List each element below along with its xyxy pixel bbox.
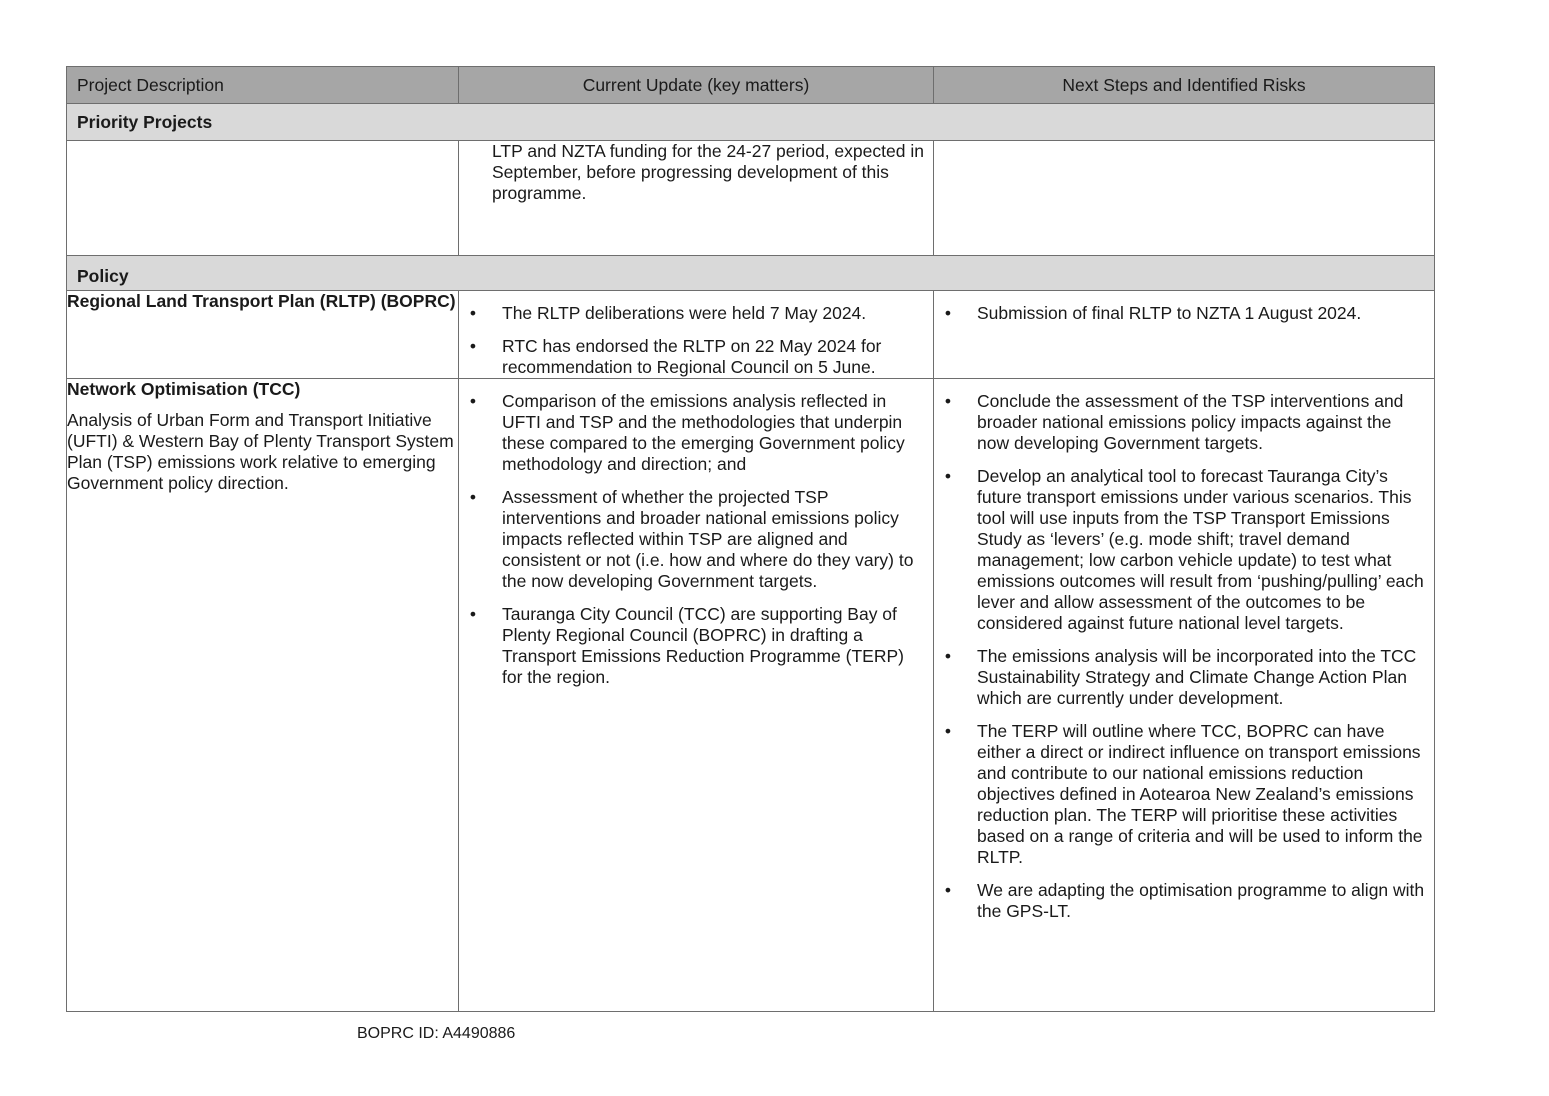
list-item: • The emissions analysis will be incorporated into the TCC Sustainability Strategy and Climate Change Action Plan which are currently under development.	[942, 646, 1426, 709]
header-current-update: Current Update (key matters)	[459, 67, 934, 104]
project-title: Regional Land Transport Plan (RLTP) (BOPRC)	[67, 291, 456, 311]
list-item: • Comparison of the emissions analysis reflected in UFTI and TSP and the methodologies that underpin these compared to the emerging Government policy methodology and direction; and	[467, 391, 925, 475]
bullet-icon: •	[469, 336, 477, 356]
list-item: • We are adapting the optimisation programme to align with the GPS-LT.	[942, 880, 1426, 922]
project-table	[66, 66, 1435, 1012]
list-item: • Assessment of whether the projected TSP interventions and broader national emissions policy impacts reflected within TSP are aligned and consistent or not (i.e. how and where do they vary) to the now developing Government targets.	[467, 487, 925, 592]
table-row-network	[67, 379, 1435, 1012]
bullet-icon: •	[944, 466, 952, 486]
bullet-icon: •	[944, 391, 952, 411]
bullet-icon: •	[469, 303, 477, 323]
next-steps-list	[934, 379, 1434, 922]
list-item: • RTC has endorsed the RLTP on 22 May 2024 for recommendation to Regional Council on 5 June.	[467, 336, 925, 378]
table-row	[67, 141, 1435, 256]
list-item: • Submission of final RLTP to NZTA 1 August 2024.	[942, 303, 1426, 324]
continuation-text: LTP and NZTA funding for the 24-27 period, expected in September, before progressing development of this programme.	[492, 141, 924, 203]
list-item: • Conclude the assessment of the TSP interventions and broader national emissions policy impacts against the now developing Government targets.	[942, 391, 1426, 454]
project-title: Network Optimisation (TCC)	[67, 379, 301, 399]
header-next-steps: Next Steps and Identified Risks	[934, 67, 1435, 104]
section-row-priority-projects	[67, 104, 1435, 141]
bullet-icon: •	[944, 721, 952, 741]
project-cell-network	[67, 379, 459, 1012]
list-item: • The RLTP deliberations were held 7 May 2024.	[467, 303, 925, 324]
update-list	[459, 379, 933, 688]
bullet-icon: •	[469, 604, 477, 624]
table-cell-continuation	[459, 141, 934, 256]
project-description: Analysis of Urban Form and Transport Initiative (UFTI) & Western Bay of Plenty Transport System Plan (TSP) emissions work relative to emerging Government policy direction.	[67, 410, 454, 493]
list-item: • The TERP will outline where TCC, BOPRC can have either a direct or indirect influence on transport emissions and contribute to our national emissions reduction objectives defined in Aotearoa New Zealand’s emissions reduction plan. The TERP will prioritise these activities based on a range of criteria and will be used to inform the RLTP.	[942, 721, 1426, 868]
list-item: • Develop an analytical tool to forecast Tauranga City’s future transport emissions under various scenarios. This tool will use inputs from the TSP Transport Emissions Study as ‘levers’ (e.g. mode shift; travel demand management; low carbon vehicle update) to test what emissions outcomes will result from ‘pushing/pulling’ each lever and allow assessment of the outcomes to be considered against future national level targets.	[942, 466, 1426, 634]
next-steps-cell-network	[934, 379, 1435, 1012]
table-cell-empty	[67, 141, 459, 256]
section-heading-policy: Policy	[67, 256, 1435, 291]
project-cell-rltp	[67, 291, 459, 379]
update-cell-rltp	[459, 291, 934, 379]
table-row-rltp	[67, 291, 1435, 379]
bullet-icon: •	[944, 303, 952, 323]
section-heading-priority-projects: Priority Projects	[67, 104, 1435, 141]
header-project-description: Project Description	[67, 67, 459, 104]
document-id-footer: BOPRC ID: A4490886	[357, 1025, 516, 1042]
next-steps-cell-rltp	[934, 291, 1435, 379]
table-cell-empty	[934, 141, 1435, 256]
bullet-icon: •	[944, 646, 952, 666]
table-header-row	[67, 67, 1435, 104]
update-list	[459, 291, 933, 378]
next-steps-list	[934, 291, 1434, 324]
bullet-icon: •	[944, 880, 952, 900]
bullet-icon: •	[469, 487, 477, 507]
list-item: • Tauranga City Council (TCC) are supporting Bay of Plenty Regional Council (BOPRC) in drafting a Transport Emissions Reduction Programme (TERP) for the region.	[467, 604, 925, 688]
section-row-policy	[67, 256, 1435, 291]
update-cell-network	[459, 379, 934, 1012]
bullet-icon: •	[469, 391, 477, 411]
